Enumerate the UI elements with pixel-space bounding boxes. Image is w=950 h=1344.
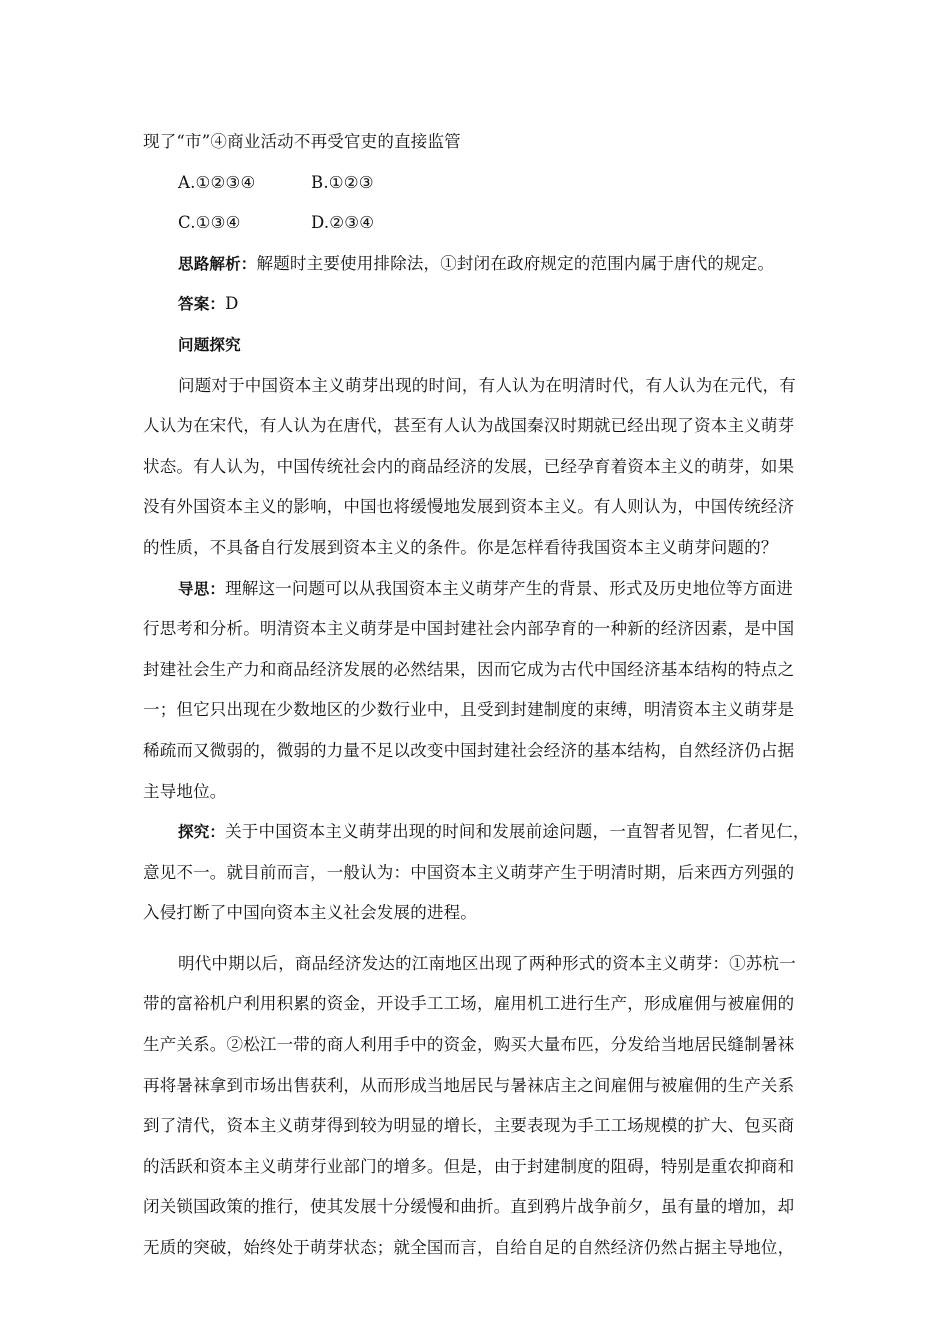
ming-para-line: 闭关锁国政策的推行，使其发展十分缓慢和曲折。直到鸦片战争前夕，虽有量的增加，却 <box>143 1197 795 1217</box>
section-title-text: 问题探究 <box>178 335 241 354</box>
options-row-2 <box>143 203 808 244</box>
explore-line <box>143 812 808 853</box>
ming-para-line: 无质的突破，始终处于萌芽状态；就全国而言，自给自足的自然经济仍然占据主导地位， <box>143 1238 795 1258</box>
guide-para-line: 稀疏而又微弱的，微弱的力量不足以改变中国封建社会经济的基本结构，自然经济仍占据 <box>143 740 795 760</box>
ming-para-line: 的活跃和资本主义萌芽行业部门的增多。但是，由于封建制度的阻碍，特别是重农抑商和 <box>143 1156 795 1176</box>
ming-para-line: 带的富裕机户利用积累的资金，开设手工工场，雇用机工进行生产，形成雇佣与被雇佣的 <box>143 994 795 1014</box>
analysis-line <box>143 244 808 285</box>
answer-line <box>143 284 808 325</box>
analysis-text: 解题时主要使用排除法，①封闭在政府规定的范围内属于唐代的规定。 <box>256 253 775 273</box>
ming-para-line: 到了清代，资本主义萌芽得到较为明显的增长，主要表现为手工工场规模的扩大、包买商 <box>143 1116 795 1136</box>
question-tail: 现了“市”④商业活动不再受官吏的直接监管 <box>143 132 461 151</box>
paragraph-gap <box>143 934 808 944</box>
question-para-line: 没有外国资本主义的影响，中国也将缓慢地发展到资本主义。有人则认为，中国传统经济 <box>143 497 795 517</box>
options-row-1 <box>143 163 808 204</box>
explore-first-text: 关于中国资本主义萌芽出现的时间和发展前途问题，一直智者见智，仁者见仁， <box>225 822 810 842</box>
guide-para-line: 封建社会生产力和商品经济发展的必然结果，因而它成为古代中国经济基本结构的特点之 <box>143 659 795 679</box>
guide-label: 导思： <box>178 579 226 598</box>
section-title <box>143 325 808 366</box>
guide-line <box>143 569 808 610</box>
ming-para-line: 再将暑袜拿到市场出售获利，从而形成当地居民与暑袜店主之间雇佣与被雇佣的生产关系 <box>143 1075 795 1095</box>
question-para-line: 的性质，不具备自行发展到资本主义的条件。你是怎样看待我国资本主义萌芽问题的？ <box>143 537 778 557</box>
analysis-label: 思路解析： <box>178 254 257 273</box>
guide-para-line: 一；但它只出现在少数地区的少数行业中，且受到封建制度的束缚，明清资本主义萌芽是 <box>143 700 795 720</box>
explore-para-line: 入侵打断了中国向资本主义社会发展的进程。 <box>143 903 477 923</box>
ming-para-line: 明代中期以后，商品经济发达的江南地区出现了两种形式的资本主义萌芽：①苏杭一 <box>178 953 796 973</box>
answer-text: D <box>225 294 239 314</box>
guide-para-line: 行思考和分析。明清资本主义萌芽是中国封建社会内部孕育的一种新的经济因素，是中国 <box>143 619 795 639</box>
guide-para-line: 主导地位。 <box>143 781 227 801</box>
option-d: D.②③④ <box>311 213 375 233</box>
explore-label: 探究： <box>178 823 226 842</box>
explore-para-line: 意见不一。就目前而言，一般认为：中国资本主义萌芽产生于明清时期，后来西方列强的 <box>143 862 795 882</box>
document-body <box>143 122 808 1269</box>
question-para-line: 状态。有人认为，中国传统社会内的商品经济的发展，已经孕育着资本主义的萌芽，如果 <box>143 456 795 476</box>
ming-para-line: 生产关系。②松江一带的商人利用手中的资金，购买大量布匹，分发给当地居民缝制暑袜 <box>143 1035 795 1055</box>
question-para-line: 问题对于中国资本主义萌芽出现的时间，有人认为在明清时代，有人认为在元代，有 <box>178 375 796 395</box>
option-b: B.①②③ <box>311 172 374 192</box>
answer-label: 答案： <box>178 295 226 314</box>
option-a: A.①②③④ <box>178 172 256 192</box>
guide-first-text: 理解这一问题可以从我国资本主义萌芽产生的背景、形式及历史地位等方面进 <box>225 578 793 598</box>
option-c: C.①③④ <box>178 213 241 233</box>
question-para-line: 人认为在宋代，有人认为在唐代，甚至有人认为战国秦汉时期就已经出现了资本主义萌芽 <box>143 416 795 436</box>
